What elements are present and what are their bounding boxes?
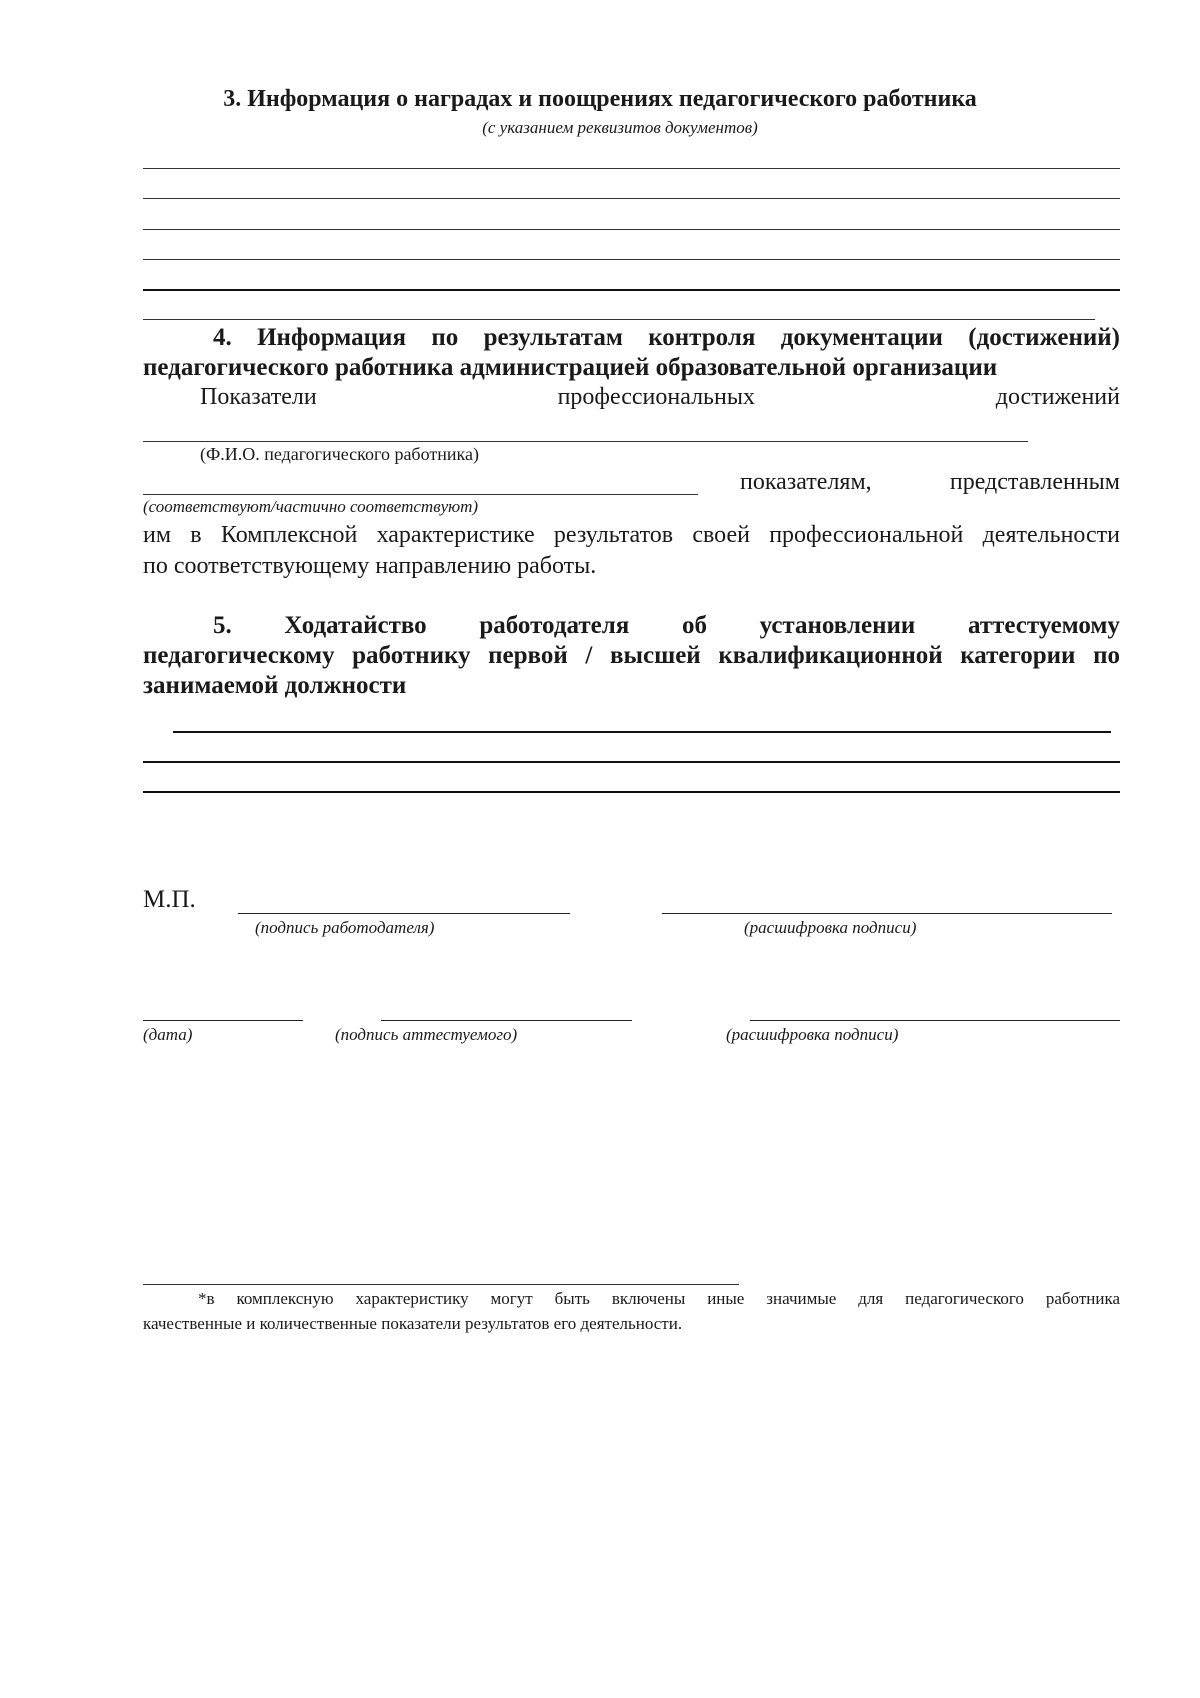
awards-line-6[interactable] bbox=[143, 319, 1095, 320]
s5-word-1: 5. bbox=[213, 612, 232, 639]
s5-word-4: об bbox=[681, 612, 707, 639]
date-caption: (дата) bbox=[143, 1025, 193, 1044]
s5-word-2: Ходатайство bbox=[284, 612, 427, 639]
section4-intro bbox=[200, 384, 1120, 411]
section4-body-line1: им в Комплексной характеристике результатов своей профессиональной деятельности bbox=[143, 522, 1120, 548]
attested-decode-line[interactable] bbox=[750, 1020, 1120, 1021]
attested-signature-line[interactable] bbox=[381, 1020, 632, 1021]
right-word-1: показателям, bbox=[740, 469, 872, 495]
awards-line-2[interactable] bbox=[143, 198, 1120, 199]
awards-line-3[interactable] bbox=[143, 229, 1120, 230]
section4-right-words bbox=[740, 469, 1120, 496]
stamp-label: М.П. bbox=[143, 886, 196, 913]
footnote-line2: качественные и количественные показатели результатов его деятельности. bbox=[143, 1314, 683, 1333]
s5-word-6: аттестуемому bbox=[967, 612, 1120, 639]
attested-decode-caption: (расшифровка подписи) bbox=[726, 1025, 899, 1044]
compliance-caption: (соответствуют/частично соответствуют) bbox=[143, 497, 479, 516]
date-line[interactable] bbox=[143, 1020, 303, 1021]
attested-signature-caption: (подпись аттестуемого) bbox=[335, 1025, 518, 1044]
footnote-line1: *в комплексную характеристику могут быть включены иные значимые для педагогического работника bbox=[198, 1289, 1120, 1308]
section5-title-line1 bbox=[213, 612, 1120, 640]
footnote-separator bbox=[143, 1284, 739, 1285]
section3-subtitle: (с указанием реквизитов документов) bbox=[482, 118, 758, 137]
section4-title-line2: педагогического работника администрацией образовательной организации bbox=[143, 354, 998, 381]
s5-word-3: работодателя bbox=[479, 612, 630, 639]
awards-line-4[interactable] bbox=[143, 259, 1120, 260]
awards-line-5[interactable] bbox=[143, 289, 1120, 291]
petition-line-3[interactable] bbox=[143, 791, 1120, 793]
employer-decode-line[interactable] bbox=[662, 913, 1112, 914]
section4-body-line2: по соответствующему направлению работы. bbox=[143, 553, 597, 579]
right-word-2: представленным bbox=[949, 469, 1120, 495]
employer-signature-line[interactable] bbox=[238, 913, 570, 914]
intro-word-2: профессиональных bbox=[557, 384, 755, 410]
section3-title: 3. Информация о наградах и поощрениях педагогического работника bbox=[223, 86, 977, 112]
compliance-field-line[interactable] bbox=[143, 494, 698, 495]
awards-line-1[interactable] bbox=[143, 168, 1120, 169]
petition-line-2[interactable] bbox=[143, 761, 1120, 763]
section5-title-line3: занимаемой должности bbox=[143, 672, 407, 699]
fio-field-line[interactable] bbox=[143, 441, 1028, 442]
petition-line-1[interactable] bbox=[173, 731, 1111, 733]
section4-title-line1: 4. Информация по результатам контроля документации (достижений) bbox=[213, 324, 1120, 351]
employer-signature-caption: (подпись работодателя) bbox=[255, 918, 435, 937]
employer-decode-caption: (расшифровка подписи) bbox=[744, 918, 917, 937]
section5-title-line2: педагогическому работнику первой / высшей квалификационной категории по bbox=[143, 642, 1120, 669]
s5-word-5: установлении bbox=[759, 612, 916, 639]
intro-word-3: достижений bbox=[995, 384, 1120, 410]
fio-caption: (Ф.И.О. педагогического работника) bbox=[200, 444, 479, 464]
intro-word-1: Показатели bbox=[200, 384, 317, 410]
